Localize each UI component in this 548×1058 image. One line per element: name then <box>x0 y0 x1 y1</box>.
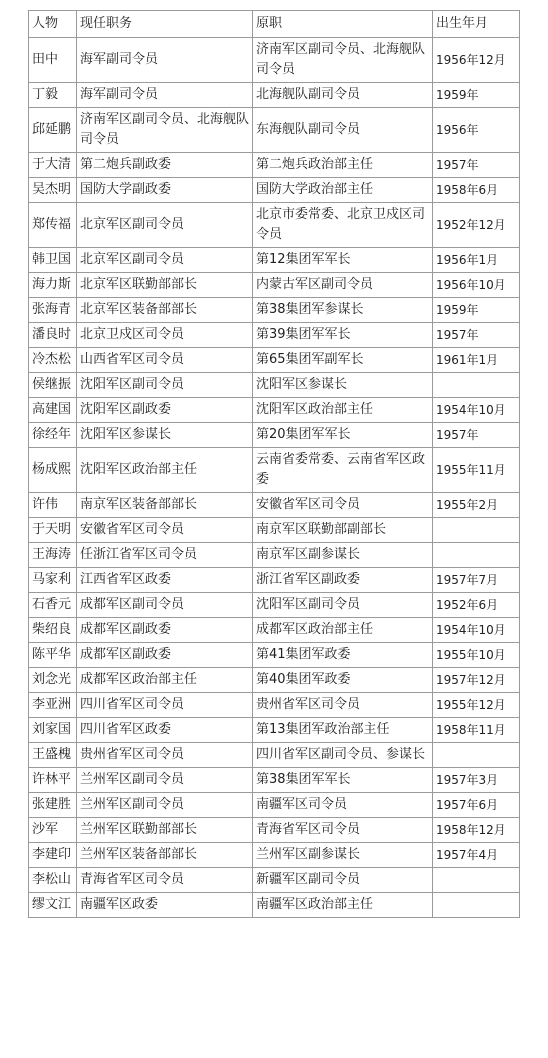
personnel-table <box>28 10 520 918</box>
current-position-cell: 南京军区装备部部长 <box>77 493 253 518</box>
table-row <box>29 153 520 178</box>
person-name-cell: 王海涛 <box>29 543 77 568</box>
former-position-cell: 云南省委常委、云南省军区政委 <box>253 448 433 493</box>
current-position-cell: 北京军区装备部部长 <box>77 298 253 323</box>
birth-date-cell: 1961年1月 <box>433 348 520 373</box>
current-position-cell: 成都军区副政委 <box>77 643 253 668</box>
person-name-cell: 邱延鹏 <box>29 108 77 153</box>
person-name-cell: 高建国 <box>29 398 77 423</box>
person-name-cell: 潘良时 <box>29 323 77 348</box>
table-row <box>29 568 520 593</box>
person-name-cell: 徐经年 <box>29 423 77 448</box>
person-name-cell: 于天明 <box>29 518 77 543</box>
person-name-cell: 刘家国 <box>29 718 77 743</box>
table-row <box>29 618 520 643</box>
birth-date-cell: 1957年12月 <box>433 668 520 693</box>
table-row <box>29 398 520 423</box>
table-row <box>29 373 520 398</box>
table-row <box>29 668 520 693</box>
current-position-cell: 国防大学副政委 <box>77 178 253 203</box>
person-name-cell: 石香元 <box>29 593 77 618</box>
birth-date-cell: 1956年 <box>433 108 520 153</box>
former-position-cell: 新疆军区副司令员 <box>253 868 433 893</box>
table-row <box>29 448 520 493</box>
current-position-cell: 成都军区副政委 <box>77 618 253 643</box>
former-position-cell: 第二炮兵政治部主任 <box>253 153 433 178</box>
former-position-cell: 济南军区副司令员、北海舰队司令员 <box>253 38 433 83</box>
current-position-cell: 四川省军区司令员 <box>77 693 253 718</box>
birth-date-cell: 1955年2月 <box>433 493 520 518</box>
person-name-cell: 陈平华 <box>29 643 77 668</box>
table-row <box>29 83 520 108</box>
birth-date-cell: 1957年 <box>433 153 520 178</box>
table-row <box>29 518 520 543</box>
birth-date-cell: 1954年10月 <box>433 618 520 643</box>
personnel-table-container <box>28 10 520 918</box>
birth-date-cell: 1955年10月 <box>433 643 520 668</box>
former-position-cell: 第40集团军政委 <box>253 668 433 693</box>
current-position-cell: 兰州军区联勤部部长 <box>77 818 253 843</box>
birth-date-cell: 1957年 <box>433 323 520 348</box>
birth-date-cell: 1957年 <box>433 423 520 448</box>
former-position-cell: 第38集团军军长 <box>253 768 433 793</box>
former-position-cell: 国防大学政治部主任 <box>253 178 433 203</box>
person-name-cell: 杨成熙 <box>29 448 77 493</box>
table-row <box>29 493 520 518</box>
person-name-cell: 李松山 <box>29 868 77 893</box>
current-position-cell: 南疆军区政委 <box>77 893 253 918</box>
table-row <box>29 718 520 743</box>
table-row <box>29 178 520 203</box>
birth-date-cell: 1959年 <box>433 298 520 323</box>
table-row <box>29 643 520 668</box>
current-position-cell: 任浙江省军区司令员 <box>77 543 253 568</box>
birth-date-cell: 1956年10月 <box>433 273 520 298</box>
person-name-cell: 王盛槐 <box>29 743 77 768</box>
former-position-cell: 沈阳军区政治部主任 <box>253 398 433 423</box>
former-position-cell: 成都军区政治部主任 <box>253 618 433 643</box>
person-name-cell: 李亚洲 <box>29 693 77 718</box>
current-position-cell: 沈阳军区参谋长 <box>77 423 253 448</box>
birth-date-cell: 1952年6月 <box>433 593 520 618</box>
birth-date-cell: 1958年12月 <box>433 818 520 843</box>
current-position-cell: 北京军区副司令员 <box>77 203 253 248</box>
former-position-cell: 第12集团军军长 <box>253 248 433 273</box>
current-position-cell: 青海省军区司令员 <box>77 868 253 893</box>
current-position-cell: 济南军区副司令员、北海舰队司令员 <box>77 108 253 153</box>
current-position-cell: 四川省军区政委 <box>77 718 253 743</box>
birth-date-cell: 1956年1月 <box>433 248 520 273</box>
current-position-cell: 成都军区政治部主任 <box>77 668 253 693</box>
birth-date-cell: 1958年6月 <box>433 178 520 203</box>
table-row <box>29 793 520 818</box>
table-row <box>29 818 520 843</box>
person-name-cell: 马家利 <box>29 568 77 593</box>
current-position-cell: 第二炮兵副政委 <box>77 153 253 178</box>
former-position-cell: 安徽省军区司令员 <box>253 493 433 518</box>
former-position-cell: 北海舰队副司令员 <box>253 83 433 108</box>
birth-date-cell <box>433 543 520 568</box>
person-name-cell: 侯继振 <box>29 373 77 398</box>
person-name-cell: 刘念光 <box>29 668 77 693</box>
current-position-cell: 江西省军区政委 <box>77 568 253 593</box>
current-position-cell: 北京军区副司令员 <box>77 248 253 273</box>
person-name-cell: 丁毅 <box>29 83 77 108</box>
current-position-cell: 安徽省军区司令员 <box>77 518 253 543</box>
header-former-position: 原职 <box>253 11 433 38</box>
current-position-cell: 北京卫戍区司令员 <box>77 323 253 348</box>
former-position-cell: 南疆军区司令员 <box>253 793 433 818</box>
table-header-row <box>29 11 520 38</box>
person-name-cell: 缪文江 <box>29 893 77 918</box>
table-row <box>29 248 520 273</box>
former-position-cell: 南京军区联勤部副部长 <box>253 518 433 543</box>
table-row <box>29 843 520 868</box>
person-name-cell: 郑传福 <box>29 203 77 248</box>
former-position-cell: 浙江省军区副政委 <box>253 568 433 593</box>
person-name-cell: 于大清 <box>29 153 77 178</box>
person-name-cell: 海力斯 <box>29 273 77 298</box>
former-position-cell: 青海省军区司令员 <box>253 818 433 843</box>
former-position-cell: 东海舰队副司令员 <box>253 108 433 153</box>
former-position-cell: 四川省军区副司令员、参谋长 <box>253 743 433 768</box>
table-row <box>29 323 520 348</box>
header-birth-date: 出生年月 <box>433 11 520 38</box>
current-position-cell: 沈阳军区副政委 <box>77 398 253 423</box>
current-position-cell: 山西省军区司令员 <box>77 348 253 373</box>
personnel-table-body <box>29 11 520 918</box>
current-position-cell: 兰州军区装备部部长 <box>77 843 253 868</box>
former-position-cell: 兰州军区副参谋长 <box>253 843 433 868</box>
header-person: 人物 <box>29 11 77 38</box>
birth-date-cell <box>433 893 520 918</box>
birth-date-cell: 1952年12月 <box>433 203 520 248</box>
person-name-cell: 许林平 <box>29 768 77 793</box>
person-name-cell: 李建印 <box>29 843 77 868</box>
birth-date-cell: 1954年10月 <box>433 398 520 423</box>
table-row <box>29 543 520 568</box>
former-position-cell: 第39集团军军长 <box>253 323 433 348</box>
table-row <box>29 693 520 718</box>
former-position-cell: 南京军区副参谋长 <box>253 543 433 568</box>
person-name-cell: 许伟 <box>29 493 77 518</box>
former-position-cell: 内蒙古军区副司令员 <box>253 273 433 298</box>
table-row <box>29 348 520 373</box>
current-position-cell: 沈阳军区副司令员 <box>77 373 253 398</box>
former-position-cell: 沈阳军区参谋长 <box>253 373 433 398</box>
former-position-cell: 贵州省军区司令员 <box>253 693 433 718</box>
former-position-cell: 第41集团军政委 <box>253 643 433 668</box>
former-position-cell: 北京市委常委、北京卫戍区司令员 <box>253 203 433 248</box>
person-name-cell: 韩卫国 <box>29 248 77 273</box>
table-row <box>29 868 520 893</box>
person-name-cell: 柴绍良 <box>29 618 77 643</box>
birth-date-cell <box>433 373 520 398</box>
birth-date-cell: 1957年6月 <box>433 793 520 818</box>
birth-date-cell: 1959年 <box>433 83 520 108</box>
former-position-cell: 第20集团军军长 <box>253 423 433 448</box>
person-name-cell: 张海青 <box>29 298 77 323</box>
table-row <box>29 203 520 248</box>
birth-date-cell <box>433 518 520 543</box>
current-position-cell: 海军副司令员 <box>77 38 253 83</box>
person-name-cell: 沙军 <box>29 818 77 843</box>
birth-date-cell <box>433 868 520 893</box>
birth-date-cell: 1955年12月 <box>433 693 520 718</box>
table-row <box>29 298 520 323</box>
former-position-cell: 第65集团军副军长 <box>253 348 433 373</box>
birth-date-cell: 1955年11月 <box>433 448 520 493</box>
table-row <box>29 593 520 618</box>
former-position-cell: 第13集团军政治部主任 <box>253 718 433 743</box>
person-name-cell: 冷杰松 <box>29 348 77 373</box>
current-position-cell: 海军副司令员 <box>77 83 253 108</box>
table-row <box>29 768 520 793</box>
person-name-cell: 田中 <box>29 38 77 83</box>
current-position-cell: 贵州省军区司令员 <box>77 743 253 768</box>
person-name-cell: 张建胜 <box>29 793 77 818</box>
former-position-cell: 沈阳军区副司令员 <box>253 593 433 618</box>
current-position-cell: 沈阳军区政治部主任 <box>77 448 253 493</box>
current-position-cell: 北京军区联勤部部长 <box>77 273 253 298</box>
table-row <box>29 743 520 768</box>
person-name-cell: 吴杰明 <box>29 178 77 203</box>
birth-date-cell <box>433 743 520 768</box>
table-row <box>29 893 520 918</box>
table-row <box>29 273 520 298</box>
header-current-position: 现任职务 <box>77 11 253 38</box>
birth-date-cell: 1957年3月 <box>433 768 520 793</box>
table-row <box>29 38 520 83</box>
current-position-cell: 成都军区副司令员 <box>77 593 253 618</box>
birth-date-cell: 1957年7月 <box>433 568 520 593</box>
birth-date-cell: 1958年11月 <box>433 718 520 743</box>
birth-date-cell: 1956年12月 <box>433 38 520 83</box>
table-row <box>29 108 520 153</box>
birth-date-cell: 1957年4月 <box>433 843 520 868</box>
former-position-cell: 南疆军区政治部主任 <box>253 893 433 918</box>
current-position-cell: 兰州军区副司令员 <box>77 793 253 818</box>
former-position-cell: 第38集团军参谋长 <box>253 298 433 323</box>
current-position-cell: 兰州军区副司令员 <box>77 768 253 793</box>
table-row <box>29 423 520 448</box>
